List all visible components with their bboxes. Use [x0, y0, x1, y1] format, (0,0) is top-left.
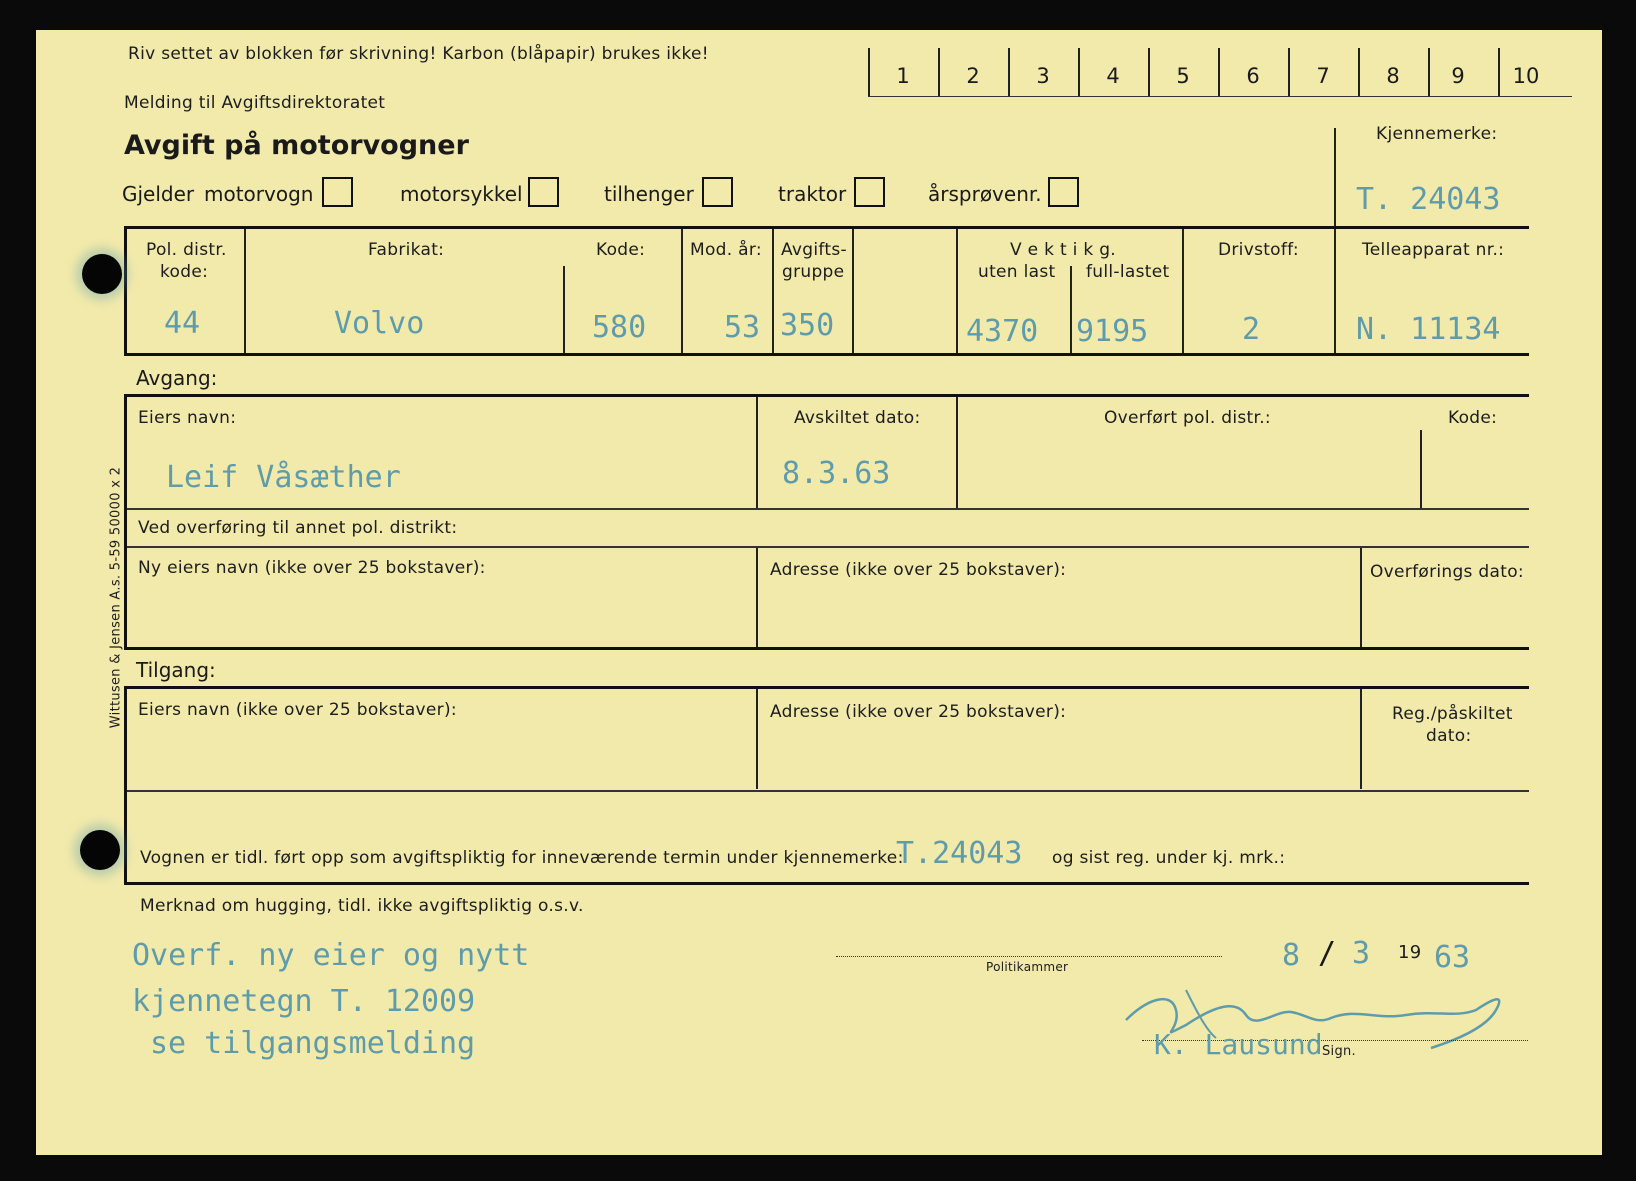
ved-overforing-text: Ved overføring til annet pol. distrikt: — [138, 518, 458, 538]
vekt-label: V e k t i k g. — [1010, 240, 1116, 260]
strip-number: 2 — [966, 64, 980, 88]
checkbox-traktor[interactable] — [854, 177, 885, 207]
reg-label-1: Reg./påskiltet — [1392, 704, 1513, 724]
ny-eier-label: Ny eiers navn (ikke over 25 bokstaver): — [138, 558, 486, 578]
option-tilhenger-label: tilhenger — [604, 182, 694, 206]
full-lastet-label: full-lastet — [1086, 262, 1170, 282]
eier-label: Eiers navn: — [138, 408, 237, 428]
merknad-line: kjennetegn T. 12009 — [132, 984, 476, 1019]
date-day: 8 — [1282, 938, 1301, 973]
number-strip — [868, 48, 1572, 97]
strip-number: 6 — [1246, 64, 1260, 88]
checkbox-motorvogn[interactable] — [322, 177, 353, 207]
pol-distr-label-2: kode: — [160, 262, 209, 282]
date-century: 19 — [1398, 942, 1422, 963]
checkbox-motorsykkel[interactable] — [528, 177, 559, 207]
date-separator: / — [1318, 936, 1337, 971]
option-arsprovenr-label: årsprøvenr. — [928, 182, 1042, 206]
sign-label: Sign. — [1322, 1044, 1356, 1059]
overfort-label: Overført pol. distr.: — [1104, 408, 1271, 428]
checkbox-tilhenger[interactable] — [702, 177, 733, 207]
signer-name: K. Lausund — [1154, 1028, 1323, 1061]
merknad-line: se tilgangsmelding — [150, 1026, 476, 1061]
strip-number: 9 — [1451, 64, 1465, 88]
avskiltet-label: Avskiltet dato: — [794, 408, 921, 428]
merknad-label: Merknad om hugging, tidl. ikke avgiftspliktig o.s.v. — [140, 896, 584, 916]
eier-value: Leif Våsæther — [166, 460, 401, 495]
strip-number: 3 — [1036, 64, 1050, 88]
strip-number: 5 — [1176, 64, 1190, 88]
strip-number: 1 — [896, 64, 910, 88]
kode-value: 580 — [592, 310, 647, 345]
avgift-label-2: gruppe — [782, 262, 845, 282]
date-year: 63 — [1434, 940, 1471, 975]
avgift-value: 350 — [780, 308, 835, 343]
strip-number: 8 — [1386, 64, 1400, 88]
checkbox-arsprovenr[interactable] — [1048, 177, 1079, 207]
form-title: Avgift på motorvogner — [124, 130, 469, 161]
tilgang-eier-label: Eiers navn (ikke over 25 bokstaver): — [138, 700, 457, 720]
full-lastet-value: 9195 — [1076, 314, 1149, 349]
date-month: 3 — [1352, 936, 1371, 971]
avgift-label-1: Avgifts- — [781, 240, 847, 260]
option-motorsykkel-label: motorsykkel — [400, 182, 523, 206]
avskiltet-value: 8.3.63 — [782, 456, 891, 491]
kode-label: Kode: — [596, 240, 646, 260]
telleapparat-label: Telleapparat nr.: — [1362, 240, 1505, 260]
fabrikat-value: Volvo — [334, 306, 425, 341]
overforings-dato-label: Overførings dato: — [1370, 562, 1524, 582]
avgang-kode-label: Kode: — [1448, 408, 1498, 428]
strip-number: 10 — [1512, 64, 1540, 88]
punch-hole — [82, 254, 122, 294]
tilgang-adresse-label: Adresse (ikke over 25 bokstaver): — [770, 702, 1067, 722]
drivstoff-label: Drivstoff: — [1218, 240, 1299, 260]
strip-number: 7 — [1316, 64, 1330, 88]
fabrikat-label: Fabrikat: — [368, 240, 445, 260]
mod-label: Mod. år: — [690, 240, 762, 260]
option-traktor-label: traktor — [778, 182, 847, 206]
uten-last-value: 4370 — [966, 314, 1039, 349]
punch-hole — [80, 830, 120, 870]
avgang-heading: Avgang: — [136, 366, 218, 390]
merknad-line: Overf. ny eier og nytt — [132, 938, 530, 973]
recipient-text: Melding til Avgiftsdirektoratet — [124, 93, 386, 113]
vognen-text: Vognen er tidl. ført opp som avgiftspliktig for inneværende termin under kjennemerke: — [140, 848, 904, 868]
vognen-value: T.24043 — [896, 836, 1023, 871]
avgang-adresse-label: Adresse (ikke over 25 bokstaver): — [770, 560, 1067, 580]
form-sheet — [36, 30, 1602, 1155]
pol-distr-label: Pol. distr. — [146, 240, 227, 260]
sist-reg-text: og sist reg. under kj. mrk.: — [1052, 848, 1286, 868]
instruction-text: Riv settet av blokken før skrivning! Karbon (blåpapir) brukes ikke! — [128, 44, 709, 64]
politikammer-label: Politikammer — [986, 960, 1069, 974]
reg-label-2: dato: — [1426, 726, 1472, 746]
uten-last-label: uten last — [978, 262, 1056, 282]
drivstoff-value: 2 — [1242, 312, 1261, 347]
pol-distr-value: 44 — [164, 306, 201, 341]
mod-value: 53 — [724, 310, 761, 345]
kjennemerke-label: Kjennemerke: — [1376, 124, 1498, 144]
kjennemerke-value: T. 24043 — [1356, 182, 1501, 217]
vehicle-type-intro: Gjelder — [122, 182, 195, 206]
tilgang-heading: Tilgang: — [136, 658, 216, 682]
telleapparat-value: N. 11134 — [1356, 312, 1501, 347]
option-motorvogn-label: motorvogn — [204, 182, 314, 206]
strip-number: 4 — [1106, 64, 1120, 88]
printer-note: Wittusen & Jensen A.s. 5-59 50000 x 2 — [108, 466, 124, 729]
